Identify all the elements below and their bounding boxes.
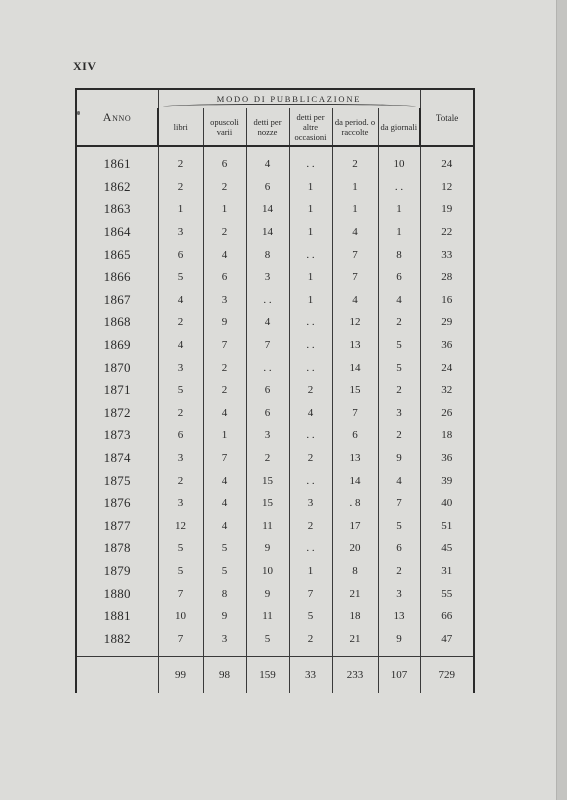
cell-nozze: 6 <box>246 176 289 199</box>
cell-giornali: 5 <box>378 515 420 538</box>
cell-occasioni: 1 <box>289 266 332 289</box>
cell-nozze: 14 <box>246 198 289 221</box>
cell-occasioni: 2 <box>289 515 332 538</box>
cell-totale: 18 <box>420 424 474 447</box>
cell-year: 1868 <box>76 311 158 334</box>
totals-row <box>76 657 474 694</box>
cell-occasioni: 3 <box>289 492 332 515</box>
cell-libri: 4 <box>158 289 203 312</box>
cell-nozze: 3 <box>246 424 289 447</box>
cell-occasioni: 1 <box>289 176 332 199</box>
table-row <box>76 627 474 650</box>
cell-periodici: 15 <box>332 379 378 402</box>
cell-nozze: 9 <box>246 537 289 560</box>
cell-giornali: 9 <box>378 627 420 650</box>
table-row <box>76 198 474 221</box>
cell-year: 1873 <box>76 424 158 447</box>
cell-libri: 3 <box>158 356 203 379</box>
cell-year: 1876 <box>76 492 158 515</box>
table-row <box>76 469 474 492</box>
cell-year: 1866 <box>76 266 158 289</box>
table-row <box>76 266 474 289</box>
total-periodici: 233 <box>332 657 378 694</box>
cell-opuscoli: 4 <box>203 492 246 515</box>
group-header <box>158 89 420 108</box>
cell-opuscoli: 2 <box>203 356 246 379</box>
cell-year: 1863 <box>76 198 158 221</box>
cell-libri: 3 <box>158 492 203 515</box>
cell-giornali: 2 <box>378 311 420 334</box>
cell-libri: 2 <box>158 402 203 425</box>
cell-libri: 3 <box>158 447 203 470</box>
cell-giornali: 7 <box>378 492 420 515</box>
table-row <box>76 356 474 379</box>
cell-year: 1861 <box>76 146 158 176</box>
cell-nozze: 10 <box>246 560 289 583</box>
cell-nozze: 7 <box>246 334 289 357</box>
cell-periodici: 17 <box>332 515 378 538</box>
table-row <box>76 492 474 515</box>
cell-giornali: 1 <box>378 221 420 244</box>
cell-occasioni: 1 <box>289 560 332 583</box>
cell-occasioni: . . <box>289 424 332 447</box>
table-row <box>76 221 474 244</box>
cell-periodici: 4 <box>332 289 378 312</box>
cell-opuscoli: 2 <box>203 221 246 244</box>
cell-year: 1862 <box>76 176 158 199</box>
cell-totale: 39 <box>420 469 474 492</box>
cell-giornali: 8 <box>378 243 420 266</box>
cell-giornali: . . <box>378 176 420 199</box>
total-giornali: 107 <box>378 657 420 694</box>
cell-nozze: 14 <box>246 221 289 244</box>
cell-opuscoli: 1 <box>203 198 246 221</box>
cell-libri: 7 <box>158 627 203 650</box>
cell-periodici: 12 <box>332 311 378 334</box>
cell-periodici: 8 <box>332 560 378 583</box>
cell-occasioni: 1 <box>289 198 332 221</box>
cell-giornali: 10 <box>378 146 420 176</box>
cell-opuscoli: 3 <box>203 289 246 312</box>
table-row <box>76 243 474 266</box>
table-row <box>76 146 474 176</box>
page-number: XIV <box>73 59 97 73</box>
cell-totale: 29 <box>420 311 474 334</box>
cell-year: 1877 <box>76 515 158 538</box>
cell-totale: 31 <box>420 560 474 583</box>
cell-libri: 6 <box>158 243 203 266</box>
cell-occasioni: . . <box>289 469 332 492</box>
cell-opuscoli: 5 <box>203 537 246 560</box>
cell-libri: 5 <box>158 537 203 560</box>
table-row <box>76 582 474 605</box>
cell-year: 1871 <box>76 379 158 402</box>
total-year <box>76 657 158 694</box>
cell-totale: 32 <box>420 379 474 402</box>
cell-periodici: 21 <box>332 627 378 650</box>
cell-occasioni: 2 <box>289 379 332 402</box>
cell-periodici: 2 <box>332 146 378 176</box>
table-row <box>76 334 474 357</box>
cell-giornali: 5 <box>378 334 420 357</box>
cell-year: 1870 <box>76 356 158 379</box>
cell-occasioni: 5 <box>289 605 332 628</box>
cell-periodici: 1 <box>332 198 378 221</box>
cell-opuscoli: 7 <box>203 447 246 470</box>
publication-table <box>75 88 475 693</box>
cell-occasioni: 4 <box>289 402 332 425</box>
cell-nozze: 11 <box>246 515 289 538</box>
cell-libri: 7 <box>158 582 203 605</box>
cell-libri: 2 <box>158 176 203 199</box>
brace-line <box>163 104 416 111</box>
cell-libri: 1 <box>158 198 203 221</box>
cell-year: 1869 <box>76 334 158 357</box>
cell-periodici: 4 <box>332 221 378 244</box>
cell-periodici: 14 <box>332 469 378 492</box>
cell-opuscoli: 2 <box>203 379 246 402</box>
year-column-header: Anno <box>76 89 158 146</box>
page-edge <box>556 0 567 800</box>
cell-opuscoli: 7 <box>203 334 246 357</box>
cell-year: 1867 <box>76 289 158 312</box>
cell-year: 1874 <box>76 447 158 470</box>
cell-year: 1875 <box>76 469 158 492</box>
cell-totale: 24 <box>420 356 474 379</box>
cell-totale: 16 <box>420 289 474 312</box>
cell-totale: 22 <box>420 221 474 244</box>
cell-giornali: 4 <box>378 289 420 312</box>
cell-libri: 2 <box>158 146 203 176</box>
cell-year: 1865 <box>76 243 158 266</box>
cell-giornali: 2 <box>378 560 420 583</box>
cell-giornali: 4 <box>378 469 420 492</box>
cell-year: 1864 <box>76 221 158 244</box>
table-row <box>76 289 474 312</box>
cell-libri: 5 <box>158 266 203 289</box>
table-row <box>76 605 474 628</box>
table-row <box>76 447 474 470</box>
column-header-occasioni: detti per altre occasioni <box>289 108 332 146</box>
cell-periodici: 7 <box>332 402 378 425</box>
cell-opuscoli: 8 <box>203 582 246 605</box>
cell-nozze: 6 <box>246 402 289 425</box>
cell-year: 1880 <box>76 582 158 605</box>
cell-opuscoli: 6 <box>203 146 246 176</box>
cell-year: 1881 <box>76 605 158 628</box>
cell-periodici: 1 <box>332 176 378 199</box>
cell-nozze: 3 <box>246 266 289 289</box>
total-totale: 729 <box>420 657 474 694</box>
cell-libri: 10 <box>158 605 203 628</box>
cell-opuscoli: 9 <box>203 605 246 628</box>
cell-giornali: 6 <box>378 266 420 289</box>
table-row <box>76 379 474 402</box>
cell-occasioni: 2 <box>289 447 332 470</box>
table-row <box>76 176 474 199</box>
cell-nozze: 6 <box>246 379 289 402</box>
cell-nozze: 4 <box>246 146 289 176</box>
cell-totale: 40 <box>420 492 474 515</box>
cell-libri: 2 <box>158 469 203 492</box>
cell-giornali: 5 <box>378 356 420 379</box>
cell-occasioni: . . <box>289 311 332 334</box>
cell-opuscoli: 3 <box>203 627 246 650</box>
cell-totale: 51 <box>420 515 474 538</box>
table-row <box>76 424 474 447</box>
group-header-label: MODO DI PUBBLICAZIONE <box>216 94 362 104</box>
table-row <box>76 402 474 425</box>
cell-totale: 47 <box>420 627 474 650</box>
cell-totale: 55 <box>420 582 474 605</box>
cell-year: 1882 <box>76 627 158 650</box>
total-occasioni: 33 <box>289 657 332 694</box>
cell-nozze: 15 <box>246 492 289 515</box>
cell-occasioni: . . <box>289 537 332 560</box>
cell-occasioni: 1 <box>289 289 332 312</box>
column-header-giornali: da giornali <box>378 108 420 146</box>
cell-libri: 5 <box>158 560 203 583</box>
cell-year: 1872 <box>76 402 158 425</box>
cell-libri: 6 <box>158 424 203 447</box>
total-libri: 99 <box>158 657 203 694</box>
cell-giornali: 2 <box>378 379 420 402</box>
column-header-opuscoli: opuscoli varii <box>203 108 246 146</box>
cell-nozze: 8 <box>246 243 289 266</box>
cell-occasioni: 2 <box>289 627 332 650</box>
cell-opuscoli: 4 <box>203 243 246 266</box>
cell-giornali: 6 <box>378 537 420 560</box>
cell-libri: 4 <box>158 334 203 357</box>
table-row <box>76 537 474 560</box>
cell-totale: 33 <box>420 243 474 266</box>
cell-occasioni: 7 <box>289 582 332 605</box>
cell-nozze: . . <box>246 356 289 379</box>
cell-opuscoli: 9 <box>203 311 246 334</box>
cell-periodici: 6 <box>332 424 378 447</box>
table-row <box>76 311 474 334</box>
total-opuscoli: 98 <box>203 657 246 694</box>
table-row <box>76 560 474 583</box>
cell-libri: 12 <box>158 515 203 538</box>
cell-giornali: 9 <box>378 447 420 470</box>
cell-occasioni: 1 <box>289 221 332 244</box>
cell-opuscoli: 1 <box>203 424 246 447</box>
cell-nozze: . . <box>246 289 289 312</box>
cell-opuscoli: 2 <box>203 176 246 199</box>
cell-opuscoli: 6 <box>203 266 246 289</box>
cell-periodici: . 8 <box>332 492 378 515</box>
cell-year: 1879 <box>76 560 158 583</box>
cell-periodici: 14 <box>332 356 378 379</box>
cell-nozze: 4 <box>246 311 289 334</box>
cell-giornali: 13 <box>378 605 420 628</box>
cell-opuscoli: 5 <box>203 560 246 583</box>
cell-occasioni: . . <box>289 334 332 357</box>
cell-libri: 3 <box>158 221 203 244</box>
cell-periodici: 18 <box>332 605 378 628</box>
cell-totale: 66 <box>420 605 474 628</box>
total-column-header: Totale <box>420 89 474 146</box>
column-header-periodici: da period. o raccolte <box>332 108 378 146</box>
cell-totale: 26 <box>420 402 474 425</box>
cell-totale: 19 <box>420 198 474 221</box>
cell-occasioni: . . <box>289 243 332 266</box>
cell-giornali: 1 <box>378 198 420 221</box>
cell-nozze: 2 <box>246 447 289 470</box>
cell-totale: 36 <box>420 334 474 357</box>
cell-libri: 2 <box>158 311 203 334</box>
cell-totale: 28 <box>420 266 474 289</box>
cell-nozze: 11 <box>246 605 289 628</box>
cell-totale: 12 <box>420 176 474 199</box>
table-row <box>76 515 474 538</box>
cell-giornali: 2 <box>378 424 420 447</box>
total-nozze: 159 <box>246 657 289 694</box>
cell-periodici: 13 <box>332 334 378 357</box>
column-header-libri: libri <box>158 108 203 146</box>
cell-opuscoli: 4 <box>203 515 246 538</box>
cell-nozze: 5 <box>246 627 289 650</box>
cell-periodici: 7 <box>332 243 378 266</box>
cell-periodici: 7 <box>332 266 378 289</box>
column-header-nozze: detti per nozze <box>246 108 289 146</box>
cell-opuscoli: 4 <box>203 402 246 425</box>
cell-nozze: 9 <box>246 582 289 605</box>
cell-giornali: 3 <box>378 582 420 605</box>
cell-giornali: 3 <box>378 402 420 425</box>
cell-opuscoli: 4 <box>203 469 246 492</box>
cell-libri: 5 <box>158 379 203 402</box>
cell-periodici: 21 <box>332 582 378 605</box>
cell-nozze: 15 <box>246 469 289 492</box>
cell-year: 1878 <box>76 537 158 560</box>
cell-totale: 36 <box>420 447 474 470</box>
cell-totale: 45 <box>420 537 474 560</box>
cell-totale: 24 <box>420 146 474 176</box>
cell-periodici: 20 <box>332 537 378 560</box>
cell-occasioni: . . <box>289 146 332 176</box>
cell-occasioni: . . <box>289 356 332 379</box>
cell-periodici: 13 <box>332 447 378 470</box>
table-body <box>76 146 474 693</box>
